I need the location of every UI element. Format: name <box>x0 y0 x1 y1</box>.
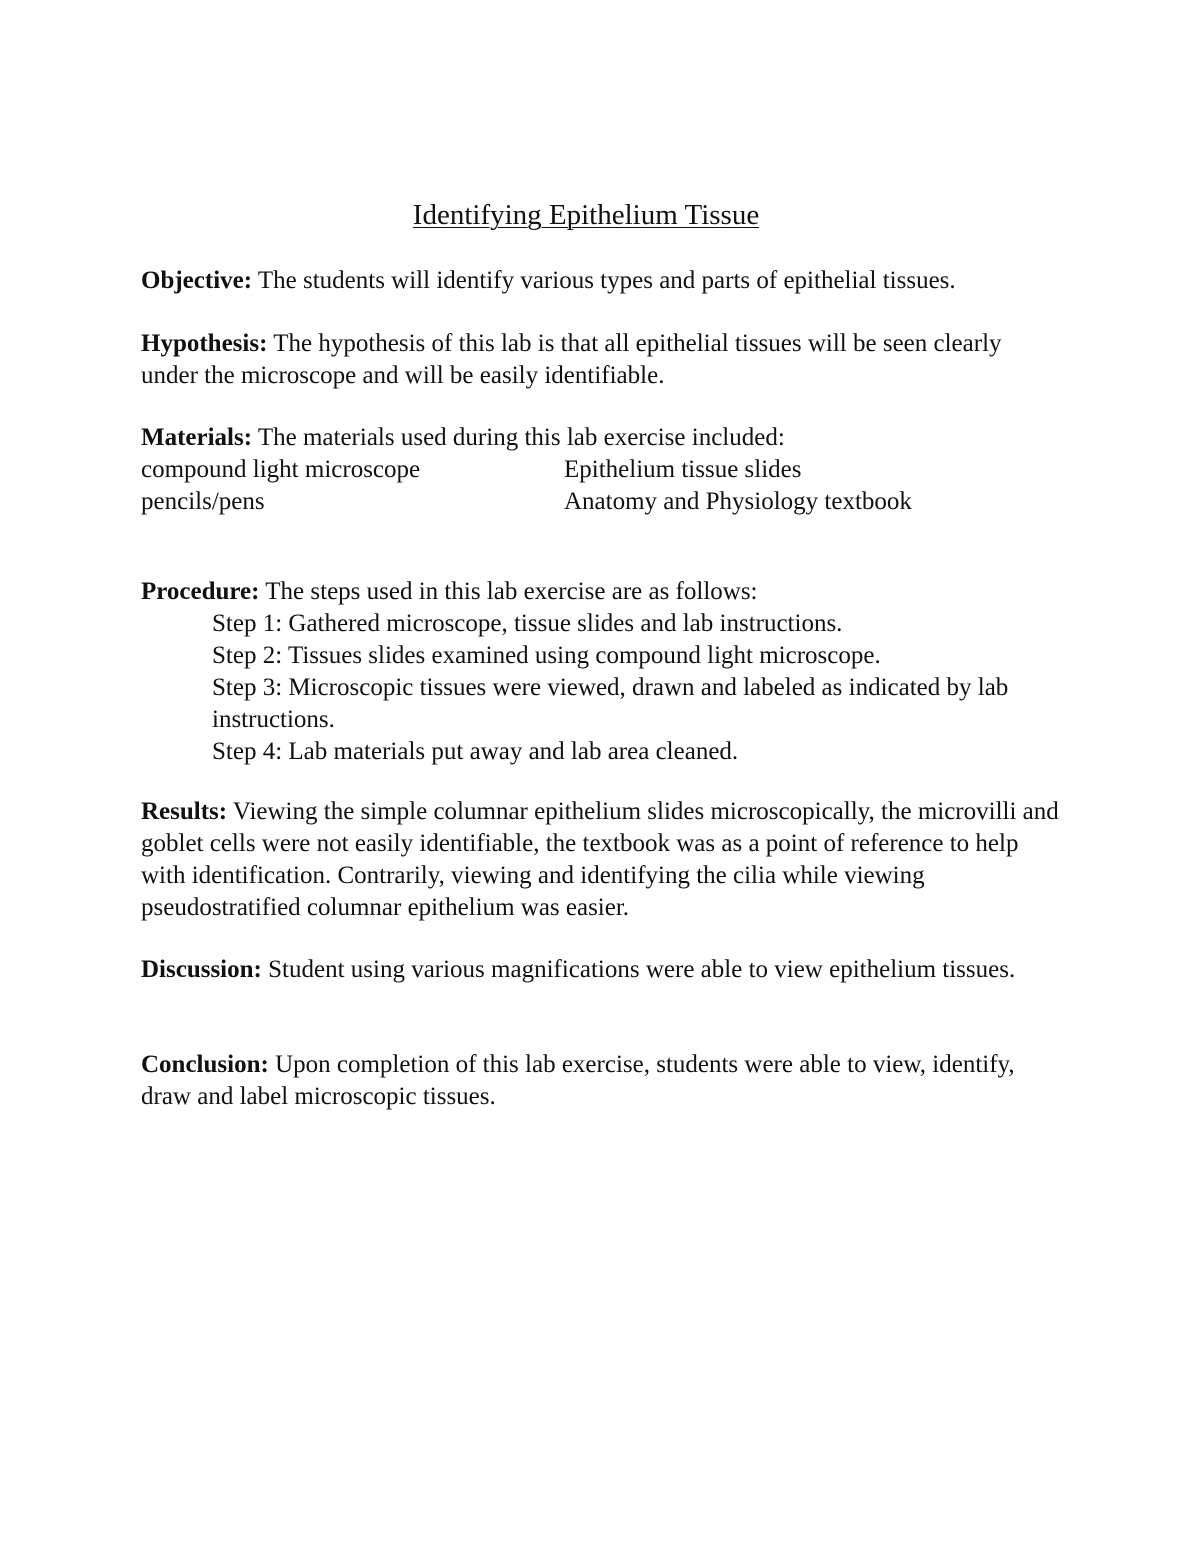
discussion-label: Discussion: <box>141 956 262 983</box>
procedure-label: Procedure: <box>141 578 260 605</box>
conclusion-text: Upon completion of this lab exercise, students were able to view, identify, draw and label microscopic tissues. <box>141 1051 1015 1110</box>
procedure-section <box>141 576 1061 768</box>
material-item: pencils/pens <box>141 488 265 515</box>
material-item: Anatomy and Physiology textbook <box>564 488 912 515</box>
results-section <box>141 796 1061 924</box>
conclusion-section <box>141 1049 1061 1113</box>
results-text: Viewing the simple columnar epithelium slides microscopically, the microvilli and goblet cells were not easily identifiable, the textbook was as a point of reference to help with identification. Contrarily, viewing and identifying the cilia while viewing pseudostratified columnar epithelium was easier. <box>141 798 1059 921</box>
procedure-step: Step 3: Microscopic tissues were viewed, drawn and labeled as indicated by lab instructions. <box>212 674 1009 733</box>
materials-row <box>141 454 1061 486</box>
results-label: Results: <box>141 798 228 825</box>
discussion-text: Student using various magnifications were able to view epithelium tissues. <box>261 956 1016 983</box>
materials-label: Materials: <box>141 424 253 451</box>
procedure-step: Step 2: Tissues slides examined using compound light microscope. <box>212 642 881 669</box>
materials-section <box>141 422 1061 518</box>
objective-label: Objective: <box>141 267 253 294</box>
material-item: compound light microscope <box>141 456 421 483</box>
material-item: Epithelium tissue slides <box>564 456 802 483</box>
discussion-section <box>141 954 1061 986</box>
hypothesis-label: Hypothesis: <box>141 330 268 357</box>
hypothesis-text: The hypothesis of this lab is that all epithelial tissues will be seen clearly under the microscope and will be easily identifiable. <box>141 330 1002 389</box>
materials-text: The materials used during this lab exercise included: <box>252 424 785 451</box>
objective-text: The students will identify various types and parts of epithelial tissues. <box>252 267 956 294</box>
procedure-text: The steps used in this lab exercise are as follows: <box>259 578 758 605</box>
procedure-step: Step 1: Gathered microscope, tissue slides and lab instructions. <box>212 610 843 637</box>
procedure-step: Step 4: Lab materials put away and lab area cleaned. <box>212 738 739 765</box>
document-title: Identifying Epithelium Tissue <box>412 199 760 231</box>
conclusion-label: Conclusion: <box>141 1051 269 1078</box>
materials-list <box>141 454 1061 518</box>
objective-section <box>141 265 1061 297</box>
materials-row <box>141 486 1061 518</box>
procedure-steps <box>212 608 1061 768</box>
hypothesis-section <box>141 328 1061 392</box>
